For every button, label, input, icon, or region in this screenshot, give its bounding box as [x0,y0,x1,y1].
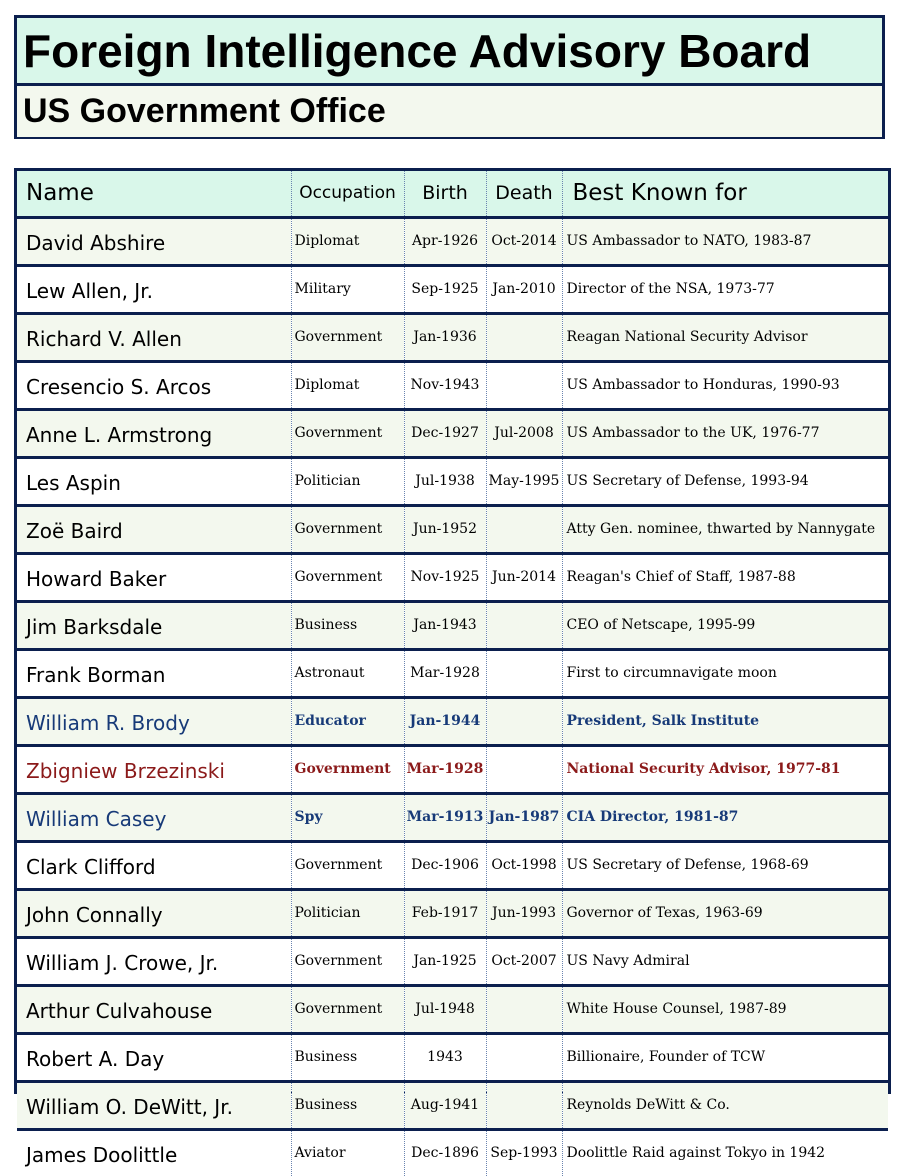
death-date-cell: Jul-2008 [486,409,562,457]
occupation-cell: Politician [291,889,404,937]
person-name-cell: William J. Crowe, Jr. [17,937,291,985]
person-name-cell: William R. Brody [17,697,291,745]
table-row [17,841,888,889]
table-row [17,553,888,601]
birth-date-cell: 1943 [404,1033,486,1081]
birth-date-cell: Jan-1936 [404,313,486,361]
birth-date-cell: Nov-1925 [404,553,486,601]
column-header-occupation: Occupation [291,171,404,217]
person-name-cell: William O. DeWitt, Jr. [17,1081,291,1129]
birth-date-cell: Nov-1943 [404,361,486,409]
person-name-cell: Les Aspin [17,457,291,505]
best-known-for-cell: Reynolds DeWitt & Co. [562,1081,888,1129]
best-known-for-cell: White House Counsel, 1987-89 [562,985,888,1033]
person-name-cell: Frank Borman [17,649,291,697]
death-date-cell [486,601,562,649]
column-header-name: Name [17,171,291,217]
occupation-cell: Educator [291,697,404,745]
death-date-cell [486,649,562,697]
person-name-cell: Howard Baker [17,553,291,601]
table-row [17,265,888,313]
occupation-cell: Government [291,553,404,601]
table-row [17,697,888,745]
table-body [17,217,888,1176]
death-date-cell [486,697,562,745]
title-box [14,15,885,139]
birth-date-cell: Sep-1925 [404,265,486,313]
best-known-for-cell: CIA Director, 1981-87 [562,793,888,841]
death-date-cell [486,361,562,409]
table-row [17,361,888,409]
birth-date-cell: Aug-1941 [404,1081,486,1129]
death-date-cell [486,313,562,361]
occupation-cell: Military [291,265,404,313]
best-known-for-cell: US Navy Admiral [562,937,888,985]
best-known-for-cell: Doolittle Raid against Tokyo in 1942 [562,1129,888,1176]
best-known-for-cell: US Secretary of Defense, 1968-69 [562,841,888,889]
table-row [17,1081,888,1129]
best-known-for-cell: Billionaire, Founder of TCW [562,1033,888,1081]
death-date-cell: Jun-2014 [486,553,562,601]
occupation-cell: Government [291,505,404,553]
table-row [17,1033,888,1081]
death-date-cell [486,505,562,553]
birth-date-cell: Jul-1938 [404,457,486,505]
best-known-for-cell: Director of the NSA, 1973-77 [562,265,888,313]
best-known-for-cell: Reagan's Chief of Staff, 1987-88 [562,553,888,601]
birth-date-cell: Jan-1944 [404,697,486,745]
person-name-cell: Cresencio S. Arcos [17,361,291,409]
table-row [17,985,888,1033]
page-subtitle: US Government Office [17,86,882,137]
best-known-for-cell: National Security Advisor, 1977-81 [562,745,888,793]
birth-date-cell: Dec-1906 [404,841,486,889]
person-name-cell: William Casey [17,793,291,841]
death-date-cell: Jan-1987 [486,793,562,841]
best-known-for-cell: US Secretary of Defense, 1993-94 [562,457,888,505]
person-name-cell: Lew Allen, Jr. [17,265,291,313]
person-name-cell: Richard V. Allen [17,313,291,361]
occupation-cell: Business [291,1081,404,1129]
occupation-cell: Government [291,937,404,985]
best-known-for-cell: President, Salk Institute [562,697,888,745]
person-name-cell: James Doolittle [17,1129,291,1176]
column-header-birth: Birth [404,171,486,217]
birth-date-cell: Dec-1896 [404,1129,486,1176]
table-row [17,1129,888,1176]
occupation-cell: Government [291,841,404,889]
table-row [17,217,888,265]
person-name-cell: John Connally [17,889,291,937]
table-row [17,457,888,505]
occupation-cell: Government [291,745,404,793]
person-name-cell: Zbigniew Brzezinski [17,745,291,793]
best-known-for-cell: CEO of Netscape, 1995-99 [562,601,888,649]
death-date-cell [486,1033,562,1081]
death-date-cell: Jun-1993 [486,889,562,937]
best-known-for-cell: US Ambassador to the UK, 1976-77 [562,409,888,457]
death-date-cell [486,745,562,793]
table-row [17,313,888,361]
birth-date-cell: Mar-1928 [404,649,486,697]
birth-date-cell: Mar-1913 [404,793,486,841]
occupation-cell: Astronaut [291,649,404,697]
people-table [17,171,888,1176]
table-row [17,937,888,985]
birth-date-cell: Feb-1917 [404,889,486,937]
birth-date-cell: Dec-1927 [404,409,486,457]
occupation-cell: Spy [291,793,404,841]
person-name-cell: David Abshire [17,217,291,265]
death-date-cell: May-1995 [486,457,562,505]
death-date-cell: Oct-1998 [486,841,562,889]
table-row [17,889,888,937]
best-known-for-cell: Atty Gen. nominee, thwarted by Nannygate [562,505,888,553]
person-name-cell: Zoë Baird [17,505,291,553]
occupation-cell: Business [291,1033,404,1081]
best-known-for-cell: US Ambassador to NATO, 1983-87 [562,217,888,265]
birth-date-cell: Jul-1948 [404,985,486,1033]
occupation-cell: Government [291,409,404,457]
table-row [17,793,888,841]
death-date-cell: Oct-2007 [486,937,562,985]
occupation-cell: Government [291,985,404,1033]
table-row [17,601,888,649]
table-row [17,745,888,793]
table-row [17,409,888,457]
birth-date-cell: Apr-1926 [404,217,486,265]
occupation-cell: Aviator [291,1129,404,1176]
birth-date-cell: Jun-1952 [404,505,486,553]
page-title: Foreign Intelligence Advisory Board [17,18,882,86]
death-date-cell: Oct-2014 [486,217,562,265]
table-header-row [17,171,888,217]
column-header-death: Death [486,171,562,217]
table-row [17,649,888,697]
best-known-for-cell: US Ambassador to Honduras, 1990-93 [562,361,888,409]
table-row [17,505,888,553]
death-date-cell: Jan-2010 [486,265,562,313]
person-name-cell: Anne L. Armstrong [17,409,291,457]
birth-date-cell: Jan-1943 [404,601,486,649]
best-known-for-cell: Governor of Texas, 1963-69 [562,889,888,937]
best-known-for-cell: Reagan National Security Advisor [562,313,888,361]
person-name-cell: Clark Clifford [17,841,291,889]
birth-date-cell: Mar-1928 [404,745,486,793]
occupation-cell: Business [291,601,404,649]
occupation-cell: Government [291,313,404,361]
people-table-container [14,168,891,1167]
occupation-cell: Diplomat [291,361,404,409]
person-name-cell: Robert A. Day [17,1033,291,1081]
occupation-cell: Politician [291,457,404,505]
death-date-cell: Sep-1993 [486,1129,562,1176]
column-header-best-known-for: Best Known for [562,171,888,217]
occupation-cell: Diplomat [291,217,404,265]
death-date-cell [486,985,562,1033]
death-date-cell [486,1081,562,1129]
best-known-for-cell: First to circumnavigate moon [562,649,888,697]
birth-date-cell: Jan-1925 [404,937,486,985]
person-name-cell: Arthur Culvahouse [17,985,291,1033]
person-name-cell: Jim Barksdale [17,601,291,649]
